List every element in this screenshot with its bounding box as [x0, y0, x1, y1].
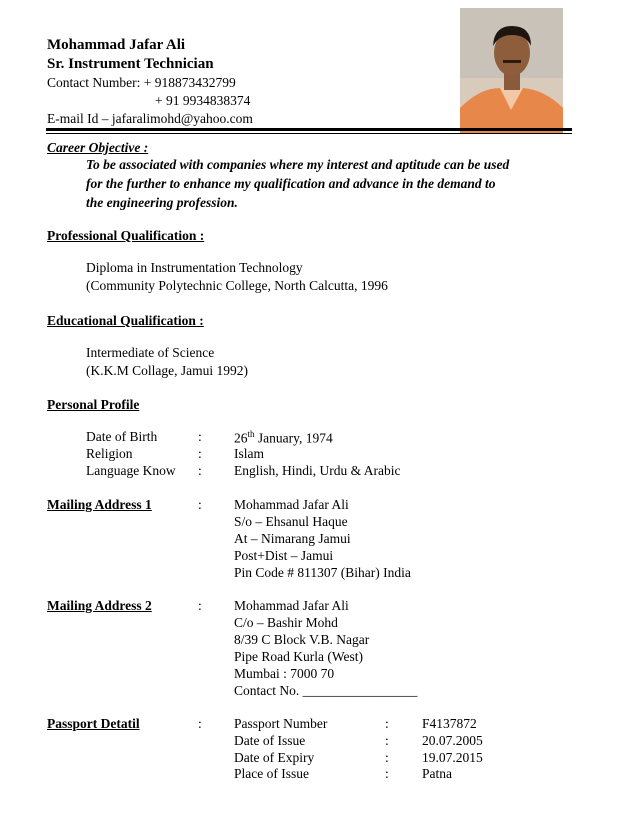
- mailing2-line-5: Mumbai : 7000 70: [234, 666, 335, 681]
- mailing2-line-1: Mohammad Jafar Ali: [234, 598, 349, 613]
- passport-heading: Passport Detatil: [47, 716, 140, 731]
- educational-line-1: Intermediate of Science: [86, 345, 215, 360]
- header-divider-thin: [46, 133, 572, 134]
- mailing-address-2-heading: Mailing Address 2: [47, 598, 152, 613]
- mailing2-line-3: 8/39 C Block V.B. Nagar: [234, 632, 370, 647]
- mailing1-line-5: Pin Code # 811307 (Bihar) India: [234, 565, 411, 580]
- professional-qualification-heading: Professional Qualification :: [47, 228, 205, 243]
- dob-value: [234, 429, 333, 447]
- passport-number-separator: :: [385, 716, 389, 731]
- passport-separator: :: [198, 716, 202, 731]
- dob-separator: :: [198, 429, 202, 444]
- passport-number-value: F4137872: [422, 716, 477, 731]
- career-objective-line-2: for the further to enhance my qualification and advance in the demand to: [86, 176, 496, 191]
- job-title: Sr. Instrument Technician: [47, 56, 214, 72]
- dob-suffix: th: [247, 429, 255, 439]
- mailing2-line-6: Contact No. _________________: [234, 683, 418, 698]
- mailing-address-2-separator: :: [198, 598, 202, 613]
- issue-place-separator: :: [385, 766, 389, 781]
- religion-separator: :: [198, 446, 202, 461]
- expiry-date-label: Date of Expiry: [234, 750, 315, 765]
- mailing-address-1-heading: Mailing Address 1: [47, 497, 152, 512]
- issue-place-label: Place of Issue: [234, 766, 309, 781]
- email-line: E-mail Id – jafaralimohd@yahoo.com: [47, 111, 253, 126]
- issue-date-label: Date of Issue: [234, 733, 306, 748]
- religion-label: Religion: [86, 446, 133, 461]
- dob-month-year: January, 1974: [254, 430, 333, 446]
- expiry-date-value: 19.07.2015: [422, 750, 483, 765]
- language-separator: :: [198, 463, 202, 478]
- issue-date-separator: :: [385, 733, 389, 748]
- issue-place-value: Patna: [422, 766, 452, 781]
- issue-date-value: 20.07.2005: [422, 733, 483, 748]
- dob-day: 26: [234, 430, 248, 446]
- passport-number-label: Passport Number: [234, 716, 328, 731]
- mailing1-line-4: Post+Dist – Jamui: [234, 548, 334, 563]
- career-objective-line-1: To be associated with companies where my interest and aptitude can be used: [86, 157, 510, 172]
- language-value: English, Hindi, Urdu & Arabic: [234, 463, 401, 478]
- applicant-name: Mohammad Jafar Ali: [47, 37, 186, 53]
- professional-line-2: (Community Polytechnic College, North Calcutta, 1996: [86, 278, 388, 293]
- mailing1-line-3: At – Nimarang Jamui: [234, 531, 351, 546]
- educational-qualification-heading: Educational Qualification :: [47, 313, 204, 328]
- header-divider: [46, 128, 572, 131]
- contact-number-1: Contact Number: + 918873432799: [47, 75, 236, 90]
- mailing2-line-4: Pipe Road Kurla (West): [234, 649, 364, 664]
- professional-line-1: Diploma in Instrumentation Technology: [86, 260, 303, 275]
- career-objective-heading: Career Objective :: [47, 140, 149, 155]
- contact-number-2: + 91 9934838374: [155, 93, 251, 108]
- personal-profile-heading: Personal Profile: [47, 397, 140, 412]
- language-label: Language Know: [86, 463, 176, 478]
- religion-value: Islam: [234, 446, 264, 461]
- dob-label: Date of Birth: [86, 429, 158, 444]
- educational-line-2: (K.K.M Collage, Jamui 1992): [86, 363, 248, 378]
- mailing1-line-2: S/o – Ehsanul Haque: [234, 514, 348, 529]
- expiry-date-separator: :: [385, 750, 389, 765]
- profile-photo: [460, 8, 563, 133]
- mailing-address-1-separator: :: [198, 497, 202, 512]
- mailing2-line-2: C/o – Bashir Mohd: [234, 615, 338, 630]
- career-objective-line-3: the engineering profession.: [86, 195, 238, 210]
- mailing1-line-1: Mohammad Jafar Ali: [234, 497, 349, 512]
